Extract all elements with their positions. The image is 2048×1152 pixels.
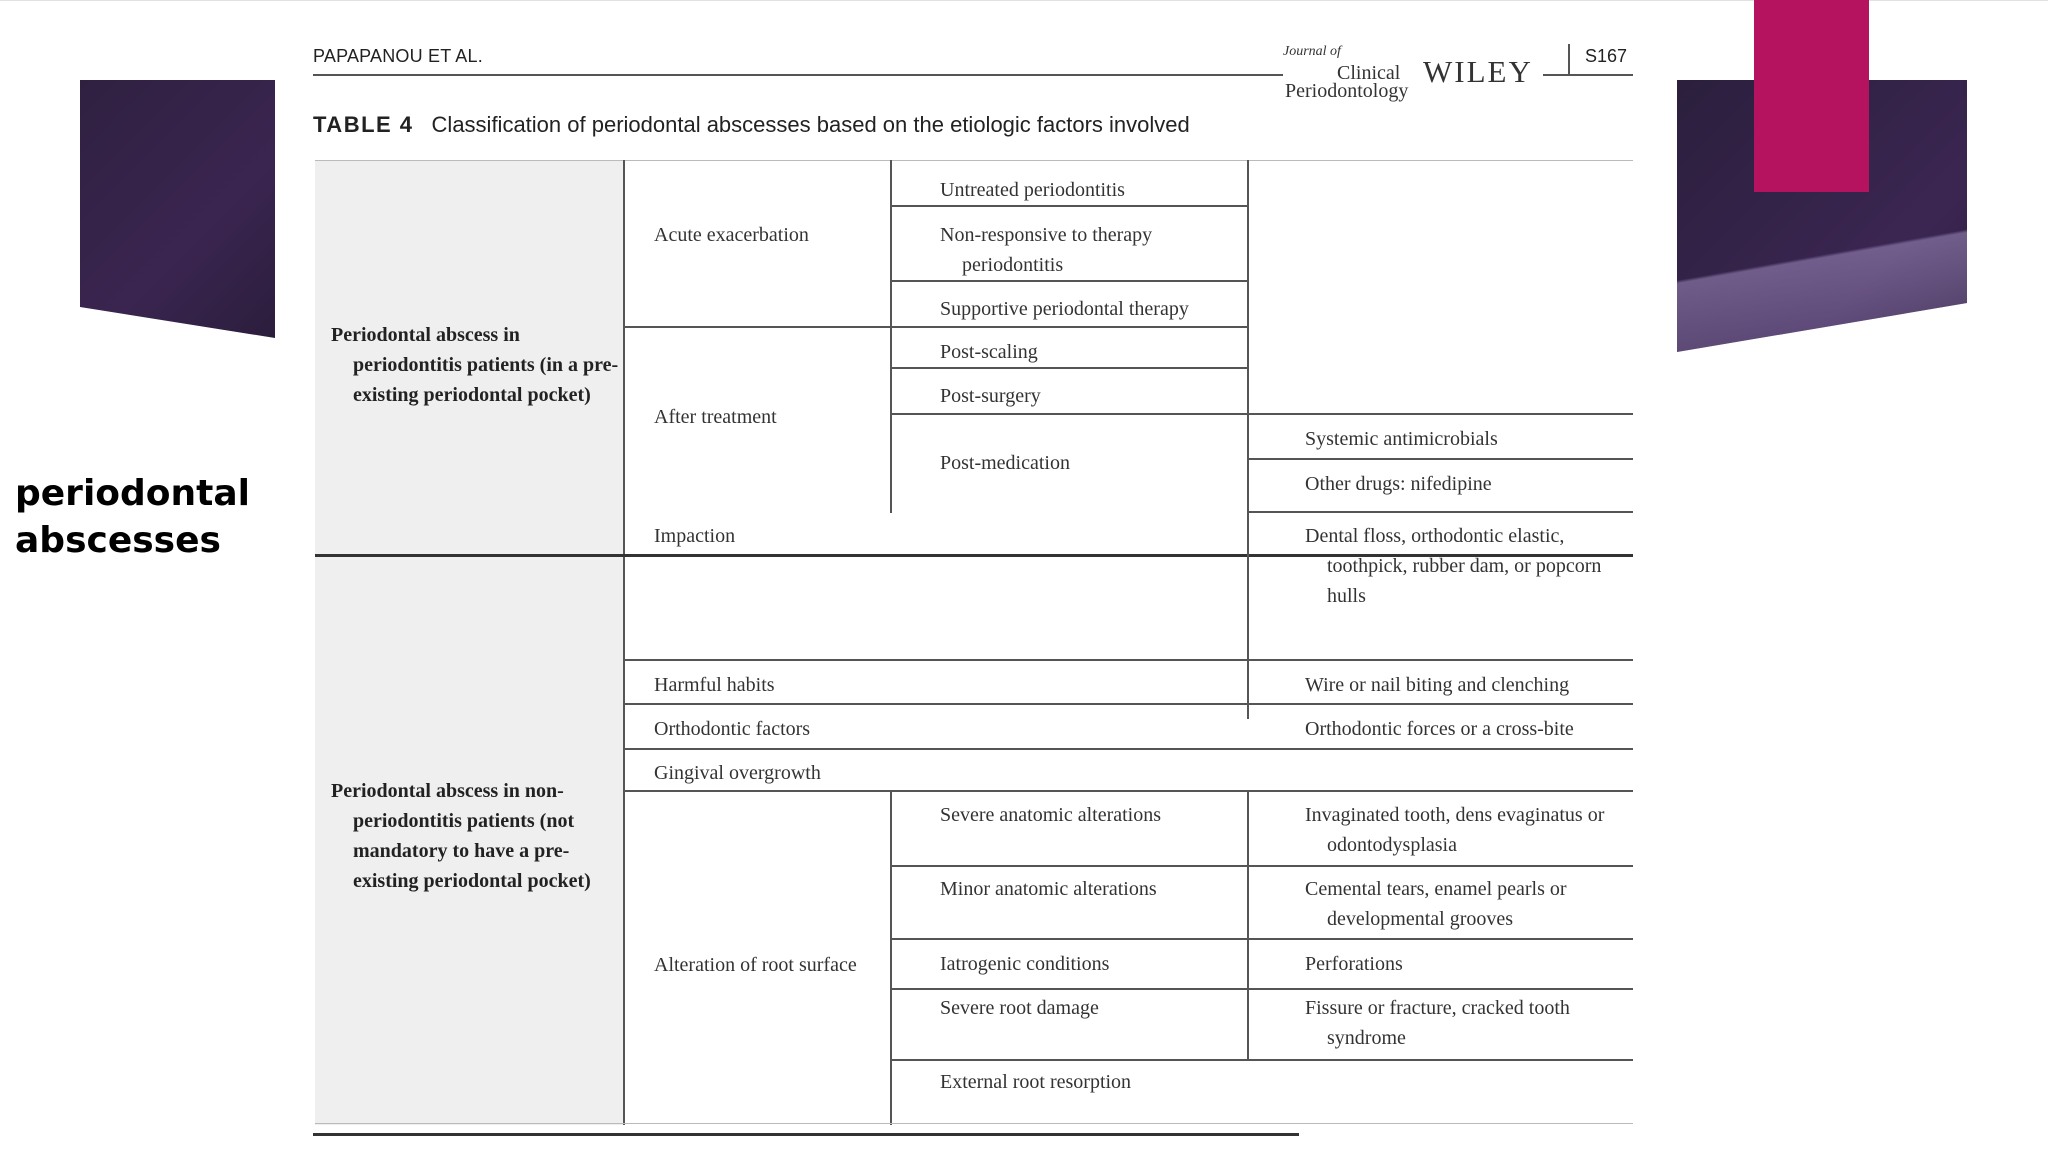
slide-title-line-2: abscesses <box>15 520 221 561</box>
row-rule <box>890 988 1633 990</box>
root-item-4-detail: Fissure or fracture, cracked tooth syndrome <box>1305 997 1570 1049</box>
first-column-shade <box>315 160 623 1125</box>
decorative-banner-left <box>80 80 275 338</box>
row-rule <box>890 413 1633 415</box>
row-rule <box>890 280 1249 282</box>
acute-item-3: Supportive periodontal therapy <box>940 298 1189 320</box>
row-rule <box>1247 458 1633 460</box>
row-rule <box>890 938 1633 940</box>
root-alteration-label: Alteration of root surface <box>654 954 857 976</box>
impaction-label: Impaction <box>654 525 736 547</box>
after-item-2: Post-surgery <box>940 385 1041 407</box>
root-item-4: Severe root damage <box>940 997 1099 1019</box>
orthodontic-factors-detail: Orthodontic forces or a cross-bite <box>1305 718 1574 740</box>
root-item-2-detail: Cemental tears, enamel pearls or developmental grooves <box>1305 878 1567 930</box>
harmful-habits-detail: Wire or nail biting and clenching <box>1305 674 1570 696</box>
table-caption <box>313 112 1190 138</box>
row-rule <box>623 326 1249 328</box>
header-rule <box>313 74 1283 76</box>
row-rule <box>623 659 1633 661</box>
row-rule <box>1247 511 1633 513</box>
group2-label: Periodontal abscess in non-periodontitis patients (not mandatory to have a pre-existing periodontal pocket) <box>331 780 591 892</box>
after-treatment-label: After treatment <box>654 406 777 428</box>
acute-item-1: Untreated periodontitis <box>940 179 1125 201</box>
journal-line-2: Clinical <box>1337 62 1401 84</box>
row-rule <box>890 865 1633 867</box>
slide-title <box>15 470 275 564</box>
harmful-habits-label: Harmful habits <box>654 674 775 696</box>
page-number: S167 <box>1585 46 1628 66</box>
publisher-logo: WILEY <box>1423 54 1533 89</box>
top-divider <box>0 0 2048 1</box>
root-item-1-detail: Invaginated tooth, dens evaginatus or odontodysplasia <box>1305 804 1605 856</box>
col-divider-3-upper <box>1247 160 1249 513</box>
after-item-3: Post-medication <box>940 452 1070 474</box>
after-item-1: Post-scaling <box>940 341 1038 363</box>
classification-table <box>315 160 1633 1125</box>
root-item-2: Minor anatomic alterations <box>940 878 1157 900</box>
slide-title-line-1: periodontal <box>15 473 250 514</box>
col-divider-3-lower <box>1247 790 1249 1061</box>
acute-item-2: Non-responsive to therapy periodontitis <box>940 224 1153 276</box>
col-divider-3-mid <box>1247 557 1249 719</box>
impaction-detail: Dental floss, orthodontic elastic, toothpick, rubber dam, or popcorn hulls <box>1305 525 1602 607</box>
medication-item-1: Systemic antimicrobials <box>1305 428 1498 450</box>
accent-bar <box>1754 0 1869 192</box>
root-item-3: Iatrogenic conditions <box>940 953 1110 975</box>
table-label: TABLE 4 <box>313 112 414 137</box>
row-rule <box>623 703 1633 705</box>
orthodontic-factors-label: Orthodontic factors <box>654 718 811 740</box>
table-caption-text: Classification of periodontal abscesses based on the etiologic factors involved <box>431 112 1190 137</box>
running-head-author: PAPAPANOU ET AL. <box>313 46 483 66</box>
document-page <box>313 36 1633 1146</box>
root-item-5: External root resorption <box>940 1071 1132 1093</box>
group1-label: Periodontal abscess in periodontitis patients (in a pre-existing periodontal pocket) <box>331 324 619 406</box>
table-top-rule <box>315 160 1633 161</box>
journal-line-3: Periodontology <box>1285 80 1409 102</box>
journal-logo <box>1283 42 1413 102</box>
row-rule <box>623 790 1633 792</box>
header-rule-right <box>1543 74 1633 76</box>
col-divider-3-med <box>1247 513 1249 557</box>
table-bottom-rule <box>315 1123 1633 1124</box>
header-separator <box>1568 44 1570 74</box>
gingival-overgrowth-label: Gingival overgrowth <box>654 762 821 784</box>
root-item-3-detail: Perforations <box>1305 953 1403 975</box>
row-rule <box>623 748 1633 750</box>
row-rule <box>890 1059 1633 1061</box>
medication-item-2: Other drugs: nifedipine <box>1305 473 1492 495</box>
journal-line-1: Journal of <box>1283 44 1341 59</box>
row-rule <box>890 205 1249 207</box>
col-divider-2-upper <box>890 160 892 513</box>
acute-exacerbation-label: Acute exacerbation <box>654 224 809 246</box>
col-divider-1 <box>623 160 625 1125</box>
page-bottom-rule <box>313 1133 1299 1136</box>
row-rule <box>890 367 1249 369</box>
root-item-1: Severe anatomic alterations <box>940 804 1162 826</box>
